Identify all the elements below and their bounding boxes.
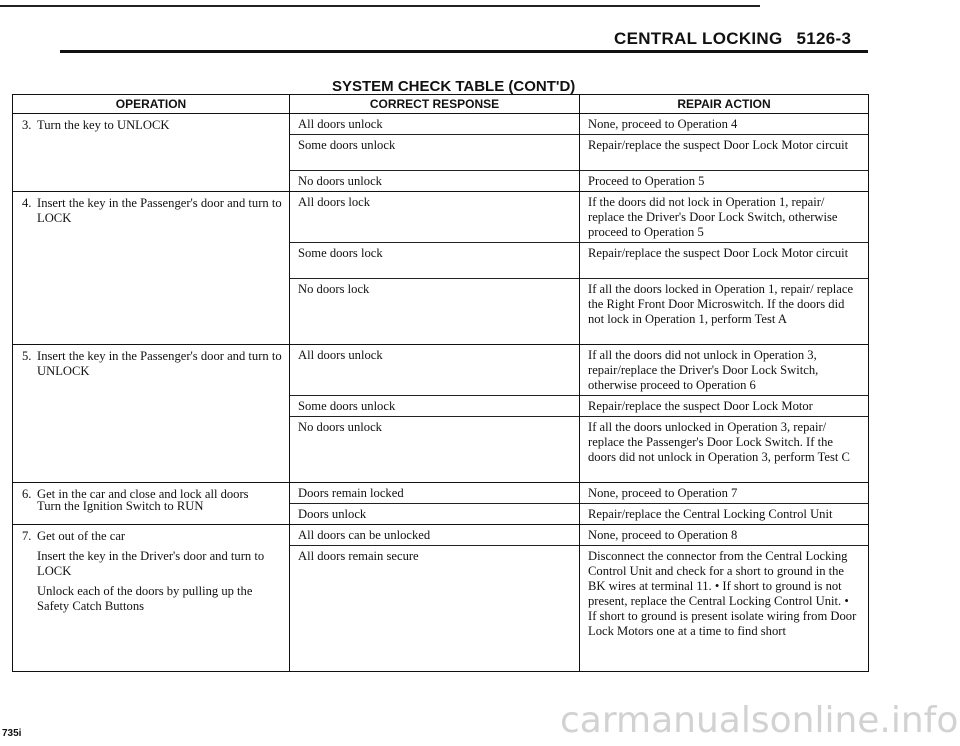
operation-number: 5. bbox=[22, 349, 32, 363]
operation-cell bbox=[13, 483, 290, 525]
action-text: Repair/replace the suspect Door Lock Motor circuit bbox=[580, 135, 868, 171]
response-text: Some doors lock bbox=[290, 243, 579, 279]
response-text: All doors unlock bbox=[290, 114, 579, 135]
action-text: If all the doors unlocked in Operation 3, repair/ replace the Passenger's Door Lock Switch. If the doors did not unlock in Operation 3, perform Test C bbox=[588, 420, 850, 464]
column-header-repair: REPAIR ACTION bbox=[580, 95, 869, 114]
action-text: None, proceed to Operation 7 bbox=[580, 483, 868, 504]
page-number: 5126-3 bbox=[796, 29, 852, 48]
action-text: Repair/replace the Central Locking Control Unit bbox=[588, 507, 833, 521]
response-text: Some doors unlock bbox=[290, 396, 579, 417]
table-row bbox=[13, 483, 869, 525]
response-text: No doors unlock bbox=[298, 420, 382, 434]
response-cell bbox=[290, 192, 580, 345]
response-text: All doors lock bbox=[290, 192, 579, 243]
table-row bbox=[13, 345, 869, 483]
table-row bbox=[13, 192, 869, 345]
operation-number: 3. bbox=[22, 118, 32, 132]
action-cell bbox=[580, 483, 869, 525]
response-cell bbox=[290, 114, 580, 192]
action-text: If all the doors did not unlock in Operation 3, repair/replace the Driver's Door Lock Switch, otherwise proceed to Operation 6 bbox=[580, 345, 868, 396]
operation-text: Insert the key in the Passenger's door and turn to UNLOCK bbox=[37, 349, 282, 378]
operation-text: Insert the key in the Driver's door and turn to LOCK bbox=[37, 549, 265, 578]
response-cell bbox=[290, 483, 580, 525]
operation-cell bbox=[13, 114, 290, 192]
column-header-operation: OPERATION bbox=[13, 95, 290, 114]
operation-text: Unlock each of the doors by pulling up the Safety Catch Buttons bbox=[37, 584, 253, 613]
operation-text: Get in the car and close and lock all doors bbox=[37, 487, 249, 501]
response-text: No doors lock bbox=[298, 282, 370, 296]
response-text: All doors can be unlocked bbox=[290, 525, 579, 546]
action-cell bbox=[580, 345, 869, 483]
action-text: If the doors did not lock in Operation 1, repair/ replace the Driver's Door Lock Switch, otherwise proceed to Operation 5 bbox=[580, 192, 868, 243]
operation-text: Turn the key to UNLOCK bbox=[37, 118, 170, 132]
watermark: carmanualsonline.info bbox=[560, 700, 959, 741]
operation-text: Get out of the car bbox=[37, 529, 126, 543]
action-cell bbox=[580, 525, 869, 672]
table-title: SYSTEM CHECK TABLE (CONT'D) bbox=[332, 78, 576, 95]
action-text: Disconnect the connector from the Central Locking Control Unit and check for a short to ground in the BK wires at terminal 11. • If short to ground is not present, replace the Central Locking Control Unit. • If short to ground is present isolate wiring from Door Lock Motors one at a time to find short bbox=[588, 549, 857, 638]
response-cell bbox=[290, 525, 580, 672]
action-text: Repair/replace the suspect Door Lock Motor circuit bbox=[580, 243, 868, 279]
action-text: Repair/replace the suspect Door Lock Motor bbox=[580, 396, 868, 417]
system-check-table bbox=[12, 94, 869, 672]
table-row bbox=[13, 525, 869, 672]
operation-text: Turn the Ignition Switch to RUN bbox=[37, 499, 204, 513]
action-cell bbox=[580, 192, 869, 345]
response-text: Some doors unlock bbox=[290, 135, 579, 171]
response-cell bbox=[290, 345, 580, 483]
response-text: Doors unlock bbox=[298, 507, 367, 521]
action-text: If all the doors locked in Operation 1, repair/ replace the Right Front Door Microswitch. If the doors did not lock in Operation 1, perform Test A bbox=[588, 282, 854, 326]
operation-text: Insert the key in the Passenger's door and turn to LOCK bbox=[37, 196, 282, 225]
operation-cell bbox=[13, 345, 290, 483]
action-text: None, proceed to Operation 8 bbox=[580, 525, 868, 546]
operation-number: 4. bbox=[22, 196, 32, 210]
operation-cell bbox=[13, 192, 290, 345]
operation-number: 6. bbox=[22, 487, 32, 501]
action-cell bbox=[580, 114, 869, 192]
action-text: None, proceed to Operation 4 bbox=[580, 114, 868, 135]
section-title: CENTRAL LOCKING bbox=[614, 29, 783, 48]
table-row bbox=[13, 114, 869, 192]
operation-number: 7. bbox=[22, 529, 32, 543]
column-header-response: CORRECT RESPONSE bbox=[290, 95, 580, 114]
header-rule bbox=[60, 50, 868, 53]
table-header-row bbox=[13, 95, 869, 114]
response-text: Doors remain locked bbox=[290, 483, 579, 504]
page-header bbox=[614, 29, 851, 49]
response-text: No doors unlock bbox=[298, 174, 382, 188]
top-rule bbox=[0, 5, 760, 7]
footer-code: 735i bbox=[2, 728, 22, 739]
response-text: All doors unlock bbox=[290, 345, 579, 396]
operation-cell bbox=[13, 525, 290, 672]
response-text: All doors remain secure bbox=[298, 549, 419, 563]
action-text: Proceed to Operation 5 bbox=[588, 174, 705, 188]
